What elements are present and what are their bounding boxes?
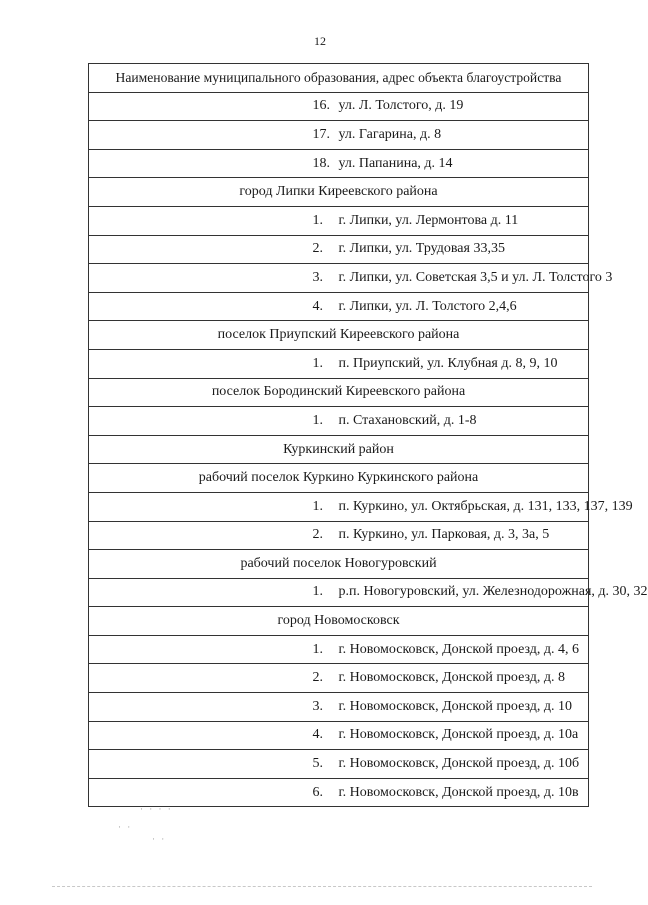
row-number-cell [89, 149, 339, 178]
row-number: 4. [312, 727, 323, 743]
row-number-cell [89, 349, 339, 378]
row-number: 3. [312, 698, 323, 714]
address-cell: г. Липки, ул. Л. Толстого 2,4,6 [339, 292, 589, 321]
table-row [89, 206, 589, 235]
table-row [89, 778, 589, 807]
page-number: 12 [314, 34, 326, 48]
row-number-cell [89, 492, 339, 521]
row-number-cell [89, 264, 339, 293]
section-row [89, 178, 589, 207]
table-row [89, 721, 589, 750]
row-number-cell [89, 664, 339, 693]
table-header-row [89, 64, 589, 93]
row-number-cell [89, 235, 339, 264]
section-title: Куркинский район [89, 435, 589, 464]
row-number-cell [89, 92, 339, 121]
address-cell: ул. Папанина, д. 14 [339, 149, 589, 178]
address-cell: г. Новомосковск, Донской проезд, д. 10б [339, 750, 589, 779]
section-row [89, 550, 589, 579]
section-title: рабочий поселок Куркино Куркинского района [89, 464, 589, 493]
row-number: 1. [312, 412, 323, 428]
table-row [89, 407, 589, 436]
row-number: 4. [312, 298, 323, 314]
row-number: 1. [312, 355, 323, 371]
row-number: 1. [312, 641, 323, 657]
row-number-cell [89, 578, 339, 607]
address-cell: п. Приупский, ул. Клубная д. 8, 9, 10 [339, 349, 589, 378]
scan-artifact-line [52, 886, 592, 887]
table-row [89, 292, 589, 321]
table-row [89, 235, 589, 264]
section-title: рабочий поселок Новогуровский [89, 550, 589, 579]
row-number-cell [89, 407, 339, 436]
address-cell: г. Новомосковск, Донской проезд, д. 10в [339, 778, 589, 807]
section-row [89, 321, 589, 350]
row-number: 1. [312, 212, 323, 228]
address-cell: г. Липки, ул. Советская 3,5 и ул. Л. Толстого 3 [339, 264, 589, 293]
address-cell: р.п. Новогуровский, ул. Железнодорожная, д. 30, 32 [339, 578, 589, 607]
row-number: 2. [312, 527, 323, 543]
address-cell: п. Стахановский, д. 1-8 [339, 407, 589, 436]
table-row [89, 121, 589, 150]
address-cell: ул. Гагарина, д. 8 [339, 121, 589, 150]
row-number-cell [89, 721, 339, 750]
table-row [89, 264, 589, 293]
row-number: 6. [312, 784, 323, 800]
row-number: 2. [312, 241, 323, 257]
address-cell: п. Куркино, ул. Октябрьская, д. 131, 133, 137, 139 [339, 492, 589, 521]
section-row [89, 464, 589, 493]
section-title: поселок Приупский Киреевского района [89, 321, 589, 350]
table-row [89, 349, 589, 378]
address-cell: г. Липки, ул. Лермонтова д. 11 [339, 206, 589, 235]
row-number: 17. [312, 126, 330, 142]
section-title: город Новомосковск [89, 607, 589, 636]
row-number-cell [89, 750, 339, 779]
address-cell: п. Куркино, ул. Парковая, д. 3, 3а, 5 [339, 521, 589, 550]
table-row [89, 664, 589, 693]
address-cell: г. Новомосковск, Донской проезд, д. 10 [339, 693, 589, 722]
table-row [89, 635, 589, 664]
row-number: 18. [312, 155, 330, 171]
address-cell: г. Новомосковск, Донской проезд, д. 10а [339, 721, 589, 750]
row-number: 1. [312, 498, 323, 514]
table-row [89, 693, 589, 722]
row-number-cell [89, 121, 339, 150]
table-row [89, 492, 589, 521]
row-number-cell [89, 521, 339, 550]
address-cell: г. Новомосковск, Донской проезд, д. 8 [339, 664, 589, 693]
section-row [89, 607, 589, 636]
row-number: 5. [312, 756, 323, 772]
section-title: поселок Бородинский Киреевского района [89, 378, 589, 407]
table-row [89, 149, 589, 178]
row-number-cell [89, 292, 339, 321]
address-cell: г. Новомосковск, Донской проезд, д. 4, 6 [339, 635, 589, 664]
row-number-cell [89, 693, 339, 722]
table-row [89, 521, 589, 550]
address-cell: г. Липки, ул. Трудовая 33,35 [339, 235, 589, 264]
address-table [88, 63, 648, 807]
scan-artifact: · · [152, 834, 167, 844]
section-row [89, 435, 589, 464]
row-number: 16. [312, 98, 330, 114]
table-row [89, 750, 589, 779]
section-row [89, 378, 589, 407]
row-number: 1. [312, 584, 323, 600]
scan-artifact: · · [118, 822, 133, 832]
table-body [89, 92, 648, 807]
table-row [89, 578, 589, 607]
table-row [89, 92, 589, 121]
table-header: Наименование муниципального образования, адрес объекта благоустройства [89, 64, 589, 93]
row-number-cell [89, 206, 339, 235]
address-cell: ул. Л. Толстого, д. 19 [339, 92, 589, 121]
row-number-cell [89, 778, 339, 807]
section-title: город Липки Киреевского района [89, 178, 589, 207]
scan-artifact: · · · · [140, 804, 173, 814]
row-number: 3. [312, 269, 323, 285]
row-number: 2. [312, 670, 323, 686]
row-number-cell [89, 635, 339, 664]
